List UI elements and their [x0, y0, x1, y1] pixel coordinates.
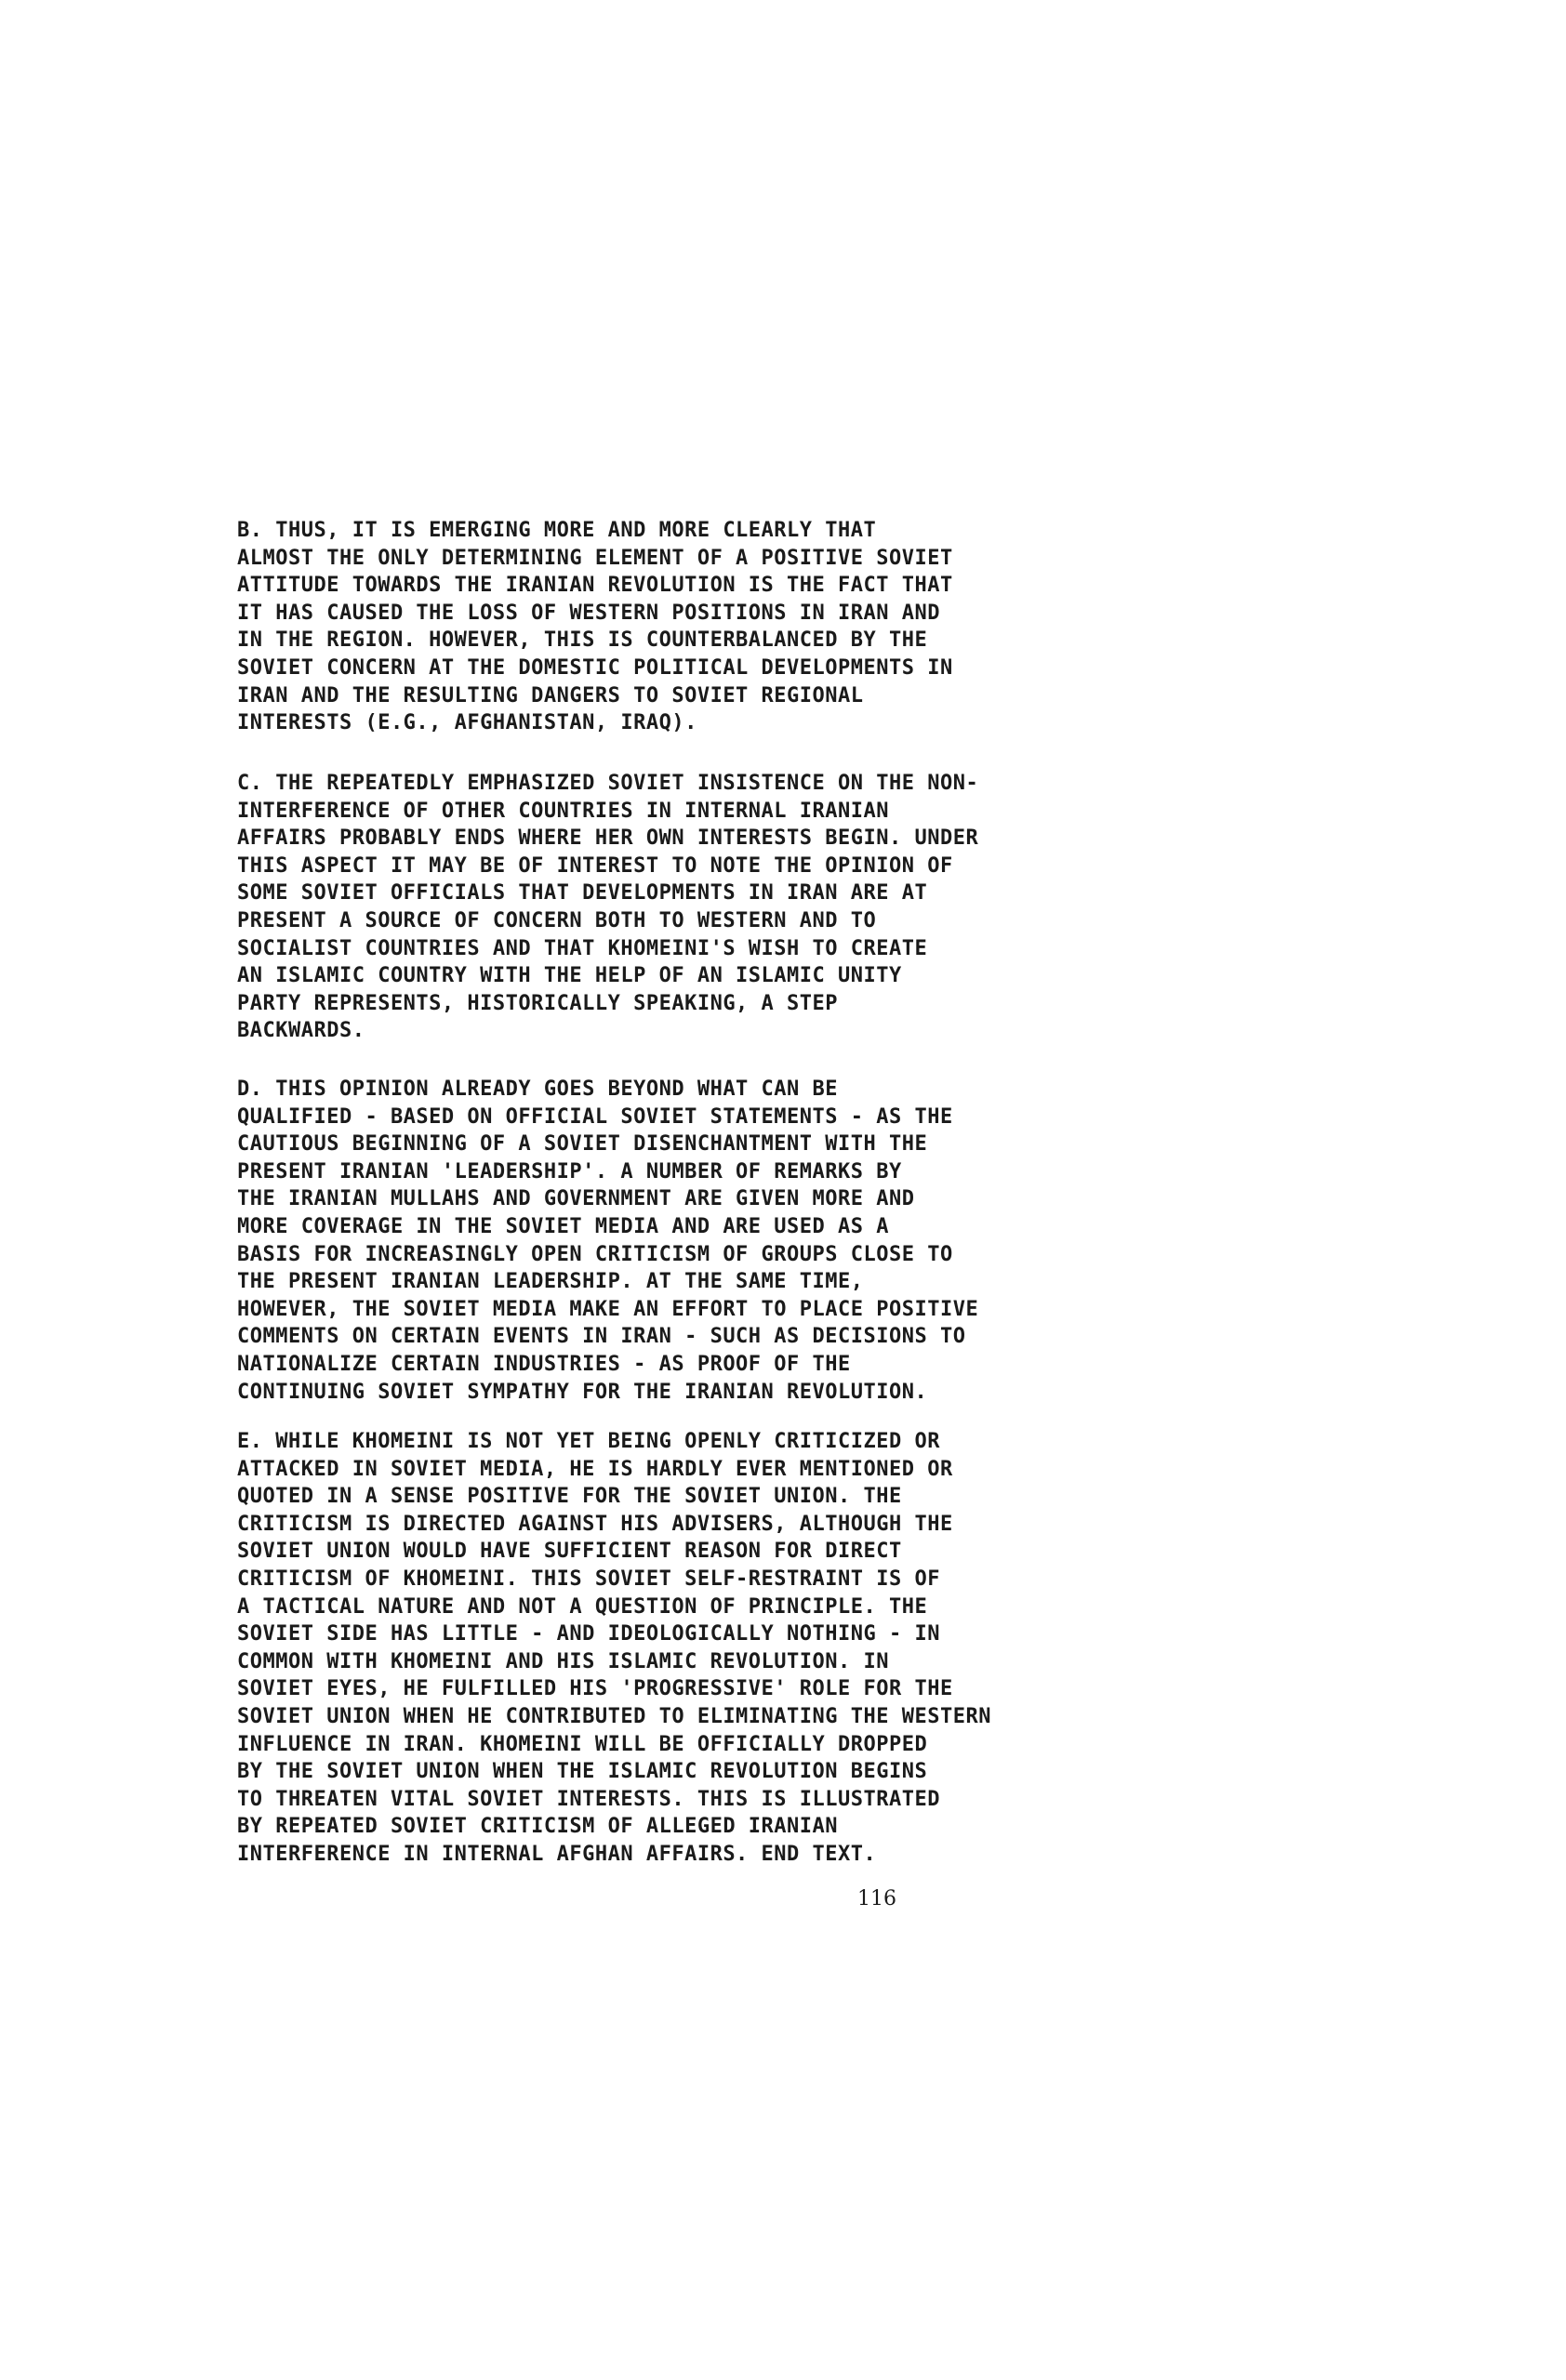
text-line: INTERESTS (E.G., AFGHANISTAN, IRAQ).: [237, 711, 697, 735]
text-line: BASIS FOR INCREASINGLY OPEN CRITICISM OF GROUPS CLOSE TO: [237, 1242, 953, 1266]
text-line: SOVIET UNION WHEN HE CONTRIBUTED TO ELIMINATING THE WESTERN: [237, 1704, 991, 1728]
text-line: D. THIS OPINION ALREADY GOES BEYOND WHAT CAN BE: [237, 1078, 839, 1101]
page-number: 116: [857, 1887, 896, 1911]
text-line: THIS ASPECT IT MAY BE OF INTEREST TO NOTE THE OPINION OF: [237, 853, 953, 878]
text-line: C. THE REPEATEDLY EMPHASIZED SOVIET INSISTENCE ON THE NON-: [237, 772, 979, 795]
text-line: BY THE SOVIET UNION WHEN THE ISLAMIC REVOLUTION BEGINS: [237, 1760, 928, 1784]
text-line: SOCIALIST COUNTRIES AND THAT KHOMEINI'S WISH TO CREATE: [237, 936, 928, 960]
text-line: INFLUENCE IN IRAN. KHOMEINI WILL BE OFFICIALLY DROPPED: [237, 1732, 928, 1756]
text-line: ALMOST THE ONLY DETERMINING ELEMENT OF A POSITIVE SOVIET: [237, 546, 953, 570]
text-line: CRITICISM OF KHOMEINI. THIS SOVIET SELF-RESTRAINT IS OF: [237, 1567, 940, 1591]
text-line: COMMON WITH KHOMEINI AND HIS ISLAMIC REVOLUTION. IN: [237, 1649, 890, 1673]
text-line: PRESENT A SOURCE OF CONCERN BOTH TO WESTERN AND TO: [237, 908, 877, 932]
text-line: SOVIET EYES, HE FULFILLED HIS 'PROGRESSIVE' ROLE FOR THE: [237, 1677, 953, 1701]
text-line: E. WHILE KHOMEINI IS NOT YET BEING OPENLY CRITICIZED OR: [237, 1430, 940, 1453]
text-line: SOME SOVIET OFFICIALS THAT DEVELOPMENTS IN IRAN ARE AT: [237, 881, 928, 906]
text-line: BY REPEATED SOVIET CRITICISM OF ALLEGED IRANIAN: [237, 1815, 839, 1839]
paragraph-c: [237, 770, 1223, 1045]
text-line: THE IRANIAN MULLAHS AND GOVERNMENT ARE GIVEN MORE AND: [237, 1187, 915, 1211]
text-line: IN THE REGION. HOWEVER, THIS IS COUNTERBALANCED BY THE: [237, 628, 928, 653]
text-line: SOVIET SIDE HAS LITTLE - AND IDEOLOGICALLY NOTHING - IN: [237, 1622, 940, 1646]
text-line: ATTACKED IN SOVIET MEDIA, HE IS HARDLY EVER MENTIONED OR: [237, 1457, 953, 1481]
text-line: SOVIET CONCERN AT THE DOMESTIC POLITICAL DEVELOPMENTS IN: [237, 655, 953, 680]
text-line: CAUTIOUS BEGINNING OF A SOVIET DISENCHANTMENT WITH THE: [237, 1132, 928, 1157]
text-line: CRITICISM IS DIRECTED AGAINST HIS ADVISERS, ALTHOUGH THE: [237, 1512, 953, 1536]
text-line: THE PRESENT IRANIAN LEADERSHIP. AT THE SAME TIME,: [237, 1270, 864, 1294]
text-line: NATIONALIZE CERTAIN INDUSTRIES - AS PROOF OF THE: [237, 1352, 851, 1376]
text-line: ATTITUDE TOWARDS THE IRANIAN REVOLUTION IS THE FACT THAT: [237, 574, 953, 598]
text-line: B. THUS, IT IS EMERGING MORE AND MORE CLEARLY THAT: [237, 519, 877, 542]
text-line: PARTY REPRESENTS, HISTORICALLY SPEAKING, A STEP: [237, 991, 839, 1015]
text-line: IT HAS CAUSED THE LOSS OF WESTERN POSITIONS IN IRAN AND: [237, 601, 940, 625]
text-line: CONTINUING SOVIET SYMPATHY FOR THE IRANIAN REVOLUTION.: [237, 1380, 928, 1404]
paragraph-d: [237, 1076, 1223, 1406]
text-line: INTERFERENCE IN INTERNAL AFGHAN AFFAIRS. END TEXT.: [237, 1842, 877, 1866]
text-line: QUOTED IN A SENSE POSITIVE FOR THE SOVIET UNION. THE: [237, 1485, 902, 1509]
text-line: SOVIET UNION WOULD HAVE SUFFICIENT REASON FOR DIRECT: [237, 1540, 902, 1564]
text-line: TO THREATEN VITAL SOVIET INTERESTS. THIS IS ILLUSTRATED: [237, 1787, 940, 1811]
text-line: HOWEVER, THE SOVIET MEDIA MAKE AN EFFORT TO PLACE POSITIVE: [237, 1297, 979, 1321]
text-line: COMMENTS ON CERTAIN EVENTS IN IRAN - SUCH AS DECISIONS TO: [237, 1325, 966, 1349]
text-line: PRESENT IRANIAN 'LEADERSHIP'. A NUMBER OF REMARKS BY: [237, 1159, 902, 1183]
text-line: MORE COVERAGE IN THE SOVIET MEDIA AND ARE USED AS A: [237, 1214, 890, 1238]
text-line: AFFAIRS PROBABLY ENDS WHERE HER OWN INTERESTS BEGIN. UNDER: [237, 826, 979, 851]
text-line: INTERFERENCE OF OTHER COUNTRIES IN INTERNAL IRANIAN: [237, 799, 890, 823]
text-line: BACKWARDS.: [237, 1019, 365, 1043]
text-line: QUALIFIED - BASED ON OFFICIAL SOVIET STATEMENTS - AS THE: [237, 1104, 953, 1129]
paragraph-b: [237, 517, 1223, 737]
text-line: IRAN AND THE RESULTING DANGERS TO SOVIET REGIONAL: [237, 683, 864, 707]
paragraph-e: [237, 1428, 1223, 1869]
text-line: A TACTICAL NATURE AND NOT A QUESTION OF PRINCIPLE. THE: [237, 1594, 928, 1619]
text-line: AN ISLAMIC COUNTRY WITH THE HELP OF AN ISLAMIC UNITY: [237, 964, 902, 988]
